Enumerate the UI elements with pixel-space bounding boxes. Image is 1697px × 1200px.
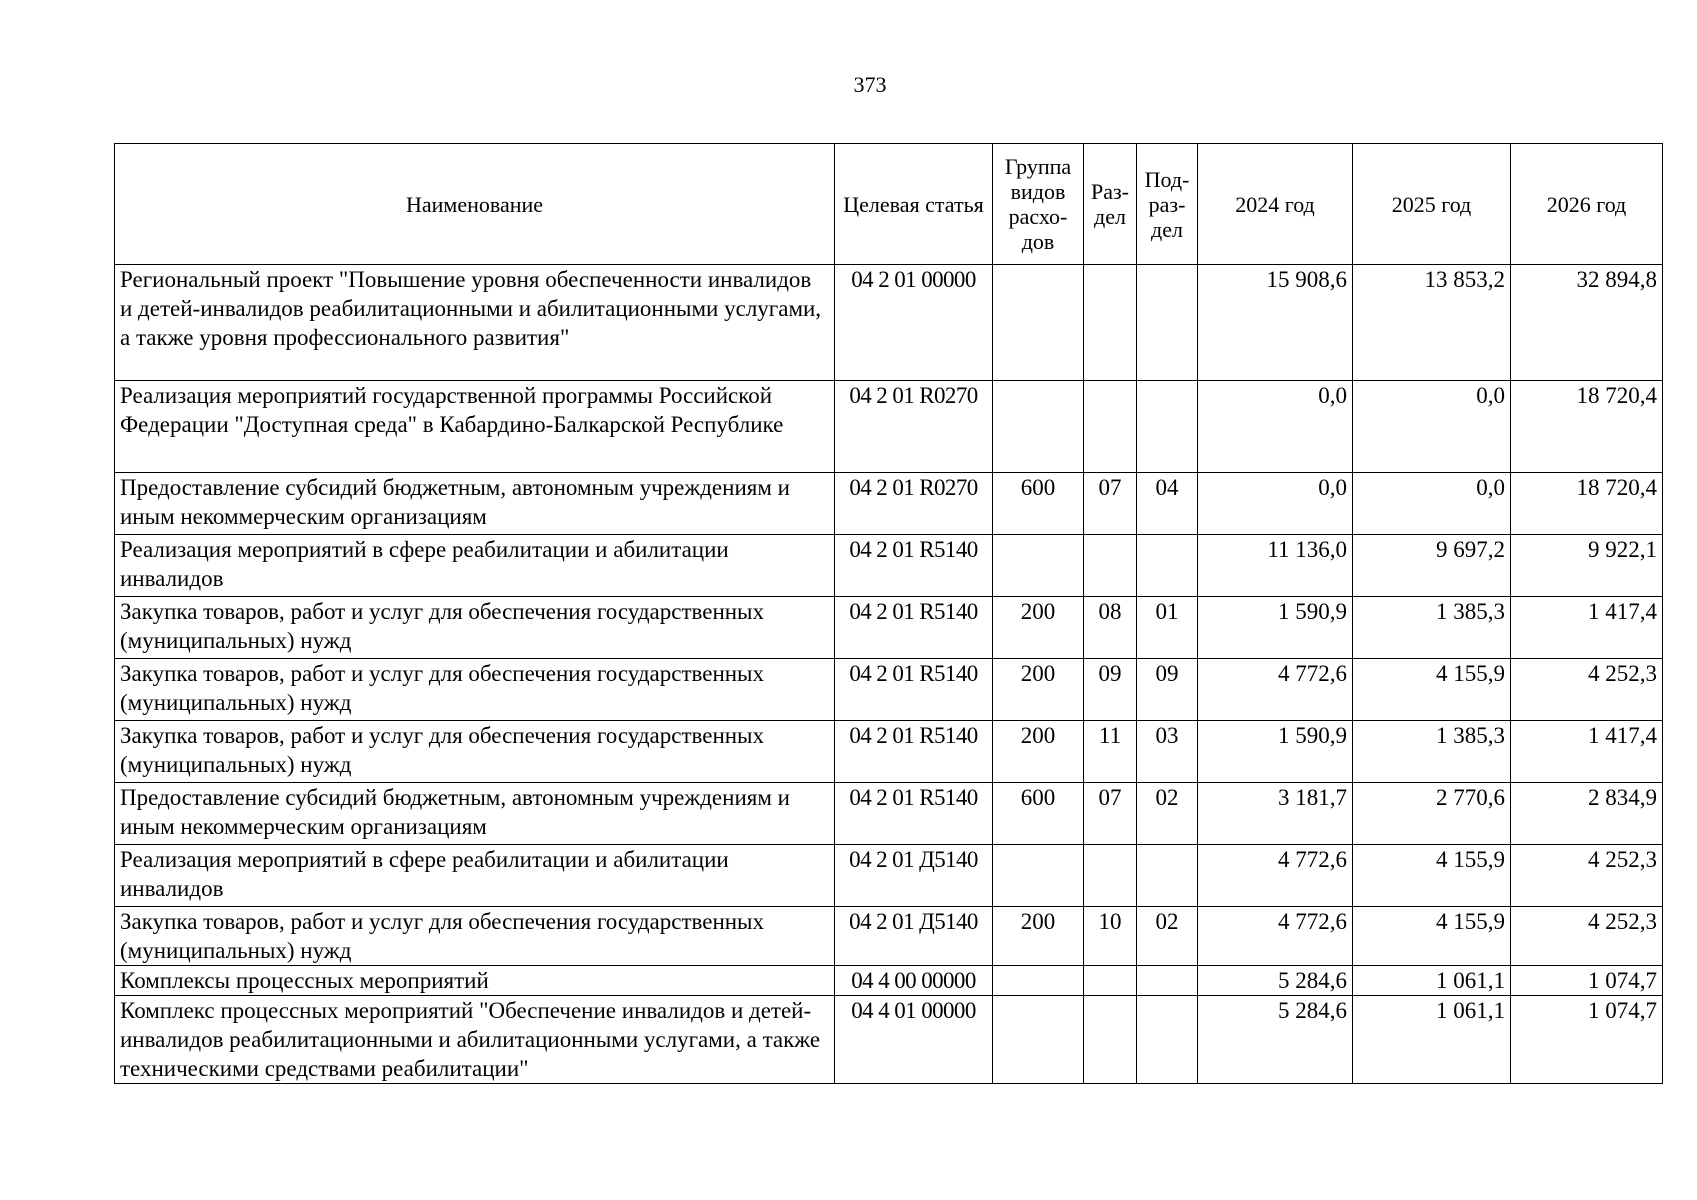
row-target-article: 04 2 01 R0270 bbox=[835, 381, 993, 473]
row-name: Комплексы процессных мероприятий bbox=[115, 966, 835, 996]
row-section: 10 bbox=[1084, 907, 1137, 966]
table-row bbox=[115, 659, 1663, 721]
row-2026: 32 894,8 bbox=[1511, 265, 1663, 381]
row-expense-group bbox=[993, 265, 1084, 381]
row-expense-group: 200 bbox=[993, 659, 1084, 721]
row-name: Региональный проект "Повышение уровня обеспеченности инвалидов и детей-инвалидов реабилитационными и абилитационными услугами, а также уровня профессионального развития" bbox=[115, 265, 835, 381]
table-row bbox=[115, 996, 1663, 1084]
row-name: Реализация мероприятий государственной программы Российской Федерации "Доступная среда" в Кабардино-Балкарской Республике bbox=[115, 381, 835, 473]
row-2025: 4 155,9 bbox=[1353, 907, 1511, 966]
row-target-article: 04 2 01 Д5140 bbox=[835, 907, 993, 966]
row-name: Реализация мероприятий в сфере реабилитации и абилитации инвалидов bbox=[115, 845, 835, 907]
table-row bbox=[115, 473, 1663, 535]
row-subsection: 04 bbox=[1137, 473, 1198, 535]
row-section: 07 bbox=[1084, 473, 1137, 535]
budget-table bbox=[114, 143, 1663, 1084]
row-section bbox=[1084, 381, 1137, 473]
row-expense-group: 200 bbox=[993, 907, 1084, 966]
row-2026: 1 417,4 bbox=[1511, 721, 1663, 783]
table-row bbox=[115, 907, 1663, 966]
row-name: Закупка товаров, работ и услуг для обеспечения государственных (муниципальных) нужд bbox=[115, 907, 835, 966]
row-target-article: 04 2 01 R5140 bbox=[835, 597, 993, 659]
row-section bbox=[1084, 966, 1137, 996]
row-subsection bbox=[1137, 535, 1198, 597]
table-row bbox=[115, 845, 1663, 907]
row-target-article: 04 2 01 R5140 bbox=[835, 659, 993, 721]
row-section: 11 bbox=[1084, 721, 1137, 783]
row-2024: 5 284,6 bbox=[1198, 966, 1353, 996]
row-2026: 1 074,7 bbox=[1511, 996, 1663, 1084]
row-2026: 4 252,3 bbox=[1511, 845, 1663, 907]
row-expense-group bbox=[993, 845, 1084, 907]
row-subsection bbox=[1137, 265, 1198, 381]
row-2026: 4 252,3 bbox=[1511, 659, 1663, 721]
row-2024: 4 772,6 bbox=[1198, 845, 1353, 907]
row-2024: 0,0 bbox=[1198, 381, 1353, 473]
row-2026: 4 252,3 bbox=[1511, 907, 1663, 966]
row-target-article: 04 2 01 Д5140 bbox=[835, 845, 993, 907]
row-section bbox=[1084, 845, 1137, 907]
header-2025: 2025 год bbox=[1353, 144, 1511, 265]
row-target-article: 04 2 01 R5140 bbox=[835, 783, 993, 845]
row-expense-group: 200 bbox=[993, 721, 1084, 783]
row-section: 07 bbox=[1084, 783, 1137, 845]
row-2026: 1 074,7 bbox=[1511, 966, 1663, 996]
row-name: Комплекс процессных мероприятий "Обеспечение инвалидов и детей-инвалидов реабилитационными и абилитационными услугами, а также техническими средствами реабилитации" bbox=[115, 996, 835, 1084]
row-section: 08 bbox=[1084, 597, 1137, 659]
row-expense-group: 200 bbox=[993, 597, 1084, 659]
row-2024: 3 181,7 bbox=[1198, 783, 1353, 845]
row-2026: 18 720,4 bbox=[1511, 473, 1663, 535]
row-name: Предоставление субсидий бюджетным, автономным учреждениям и иным некоммерческим организациям bbox=[115, 783, 835, 845]
row-section: 09 bbox=[1084, 659, 1137, 721]
row-2026: 18 720,4 bbox=[1511, 381, 1663, 473]
row-2025: 0,0 bbox=[1353, 473, 1511, 535]
row-subsection: 01 bbox=[1137, 597, 1198, 659]
row-2026: 2 834,9 bbox=[1511, 783, 1663, 845]
page-number: 373 bbox=[853, 72, 887, 97]
row-target-article: 04 2 01 00000 bbox=[835, 265, 993, 381]
row-section bbox=[1084, 535, 1137, 597]
table-header-row bbox=[115, 144, 1663, 265]
row-2025: 4 155,9 bbox=[1353, 845, 1511, 907]
row-2025: 1 061,1 bbox=[1353, 966, 1511, 996]
row-2024: 4 772,6 bbox=[1198, 907, 1353, 966]
row-section bbox=[1084, 265, 1137, 381]
row-expense-group bbox=[993, 996, 1084, 1084]
row-2024: 0,0 bbox=[1198, 473, 1353, 535]
table-row bbox=[115, 265, 1663, 381]
row-2024: 4 772,6 bbox=[1198, 659, 1353, 721]
header-2026: 2026 год bbox=[1511, 144, 1663, 265]
row-target-article: 04 2 01 R5140 bbox=[835, 721, 993, 783]
row-target-article: 04 4 00 00000 bbox=[835, 966, 993, 996]
row-2024: 1 590,9 bbox=[1198, 597, 1353, 659]
row-2024: 1 590,9 bbox=[1198, 721, 1353, 783]
row-2024: 15 908,6 bbox=[1198, 265, 1353, 381]
row-expense-group bbox=[993, 381, 1084, 473]
table-row bbox=[115, 721, 1663, 783]
row-name: Закупка товаров, работ и услуг для обеспечения государственных (муниципальных) нужд bbox=[115, 721, 835, 783]
row-expense-group bbox=[993, 535, 1084, 597]
table-row bbox=[115, 381, 1663, 473]
row-subsection: 03 bbox=[1137, 721, 1198, 783]
row-name: Закупка товаров, работ и услуг для обеспечения государственных (муниципальных) нужд bbox=[115, 659, 835, 721]
row-target-article: 04 2 01 R5140 bbox=[835, 535, 993, 597]
row-subsection bbox=[1137, 381, 1198, 473]
row-name: Предоставление субсидий бюджетным, автономным учреждениям и иным некоммерческим организациям bbox=[115, 473, 835, 535]
row-2026: 1 417,4 bbox=[1511, 597, 1663, 659]
header-name: Наименование bbox=[115, 144, 835, 265]
table-row bbox=[115, 783, 1663, 845]
table-row bbox=[115, 966, 1663, 996]
row-expense-group: 600 bbox=[993, 473, 1084, 535]
row-2025: 2 770,6 bbox=[1353, 783, 1511, 845]
row-expense-group bbox=[993, 966, 1084, 996]
row-subsection bbox=[1137, 966, 1198, 996]
row-2025: 9 697,2 bbox=[1353, 535, 1511, 597]
row-subsection: 02 bbox=[1137, 783, 1198, 845]
row-subsection: 09 bbox=[1137, 659, 1198, 721]
header-subsection: Под-раз-дел bbox=[1137, 144, 1198, 265]
row-2025: 1 385,3 bbox=[1353, 597, 1511, 659]
header-expense-group: Группа видов расхо-дов bbox=[993, 144, 1084, 265]
row-2025: 1 385,3 bbox=[1353, 721, 1511, 783]
row-name: Закупка товаров, работ и услуг для обеспечения государственных (муниципальных) нужд bbox=[115, 597, 835, 659]
row-section bbox=[1084, 996, 1137, 1084]
header-2024: 2024 год bbox=[1198, 144, 1353, 265]
row-2025: 4 155,9 bbox=[1353, 659, 1511, 721]
table-row bbox=[115, 535, 1663, 597]
row-target-article: 04 4 01 00000 bbox=[835, 996, 993, 1084]
row-name: Реализация мероприятий в сфере реабилитации и абилитации инвалидов bbox=[115, 535, 835, 597]
row-subsection bbox=[1137, 996, 1198, 1084]
table-row bbox=[115, 597, 1663, 659]
row-2025: 0,0 bbox=[1353, 381, 1511, 473]
header-target-article: Целевая статья bbox=[835, 144, 993, 265]
row-2026: 9 922,1 bbox=[1511, 535, 1663, 597]
header-section: Раз-дел bbox=[1084, 144, 1137, 265]
row-expense-group: 600 bbox=[993, 783, 1084, 845]
row-2024: 5 284,6 bbox=[1198, 996, 1353, 1084]
row-2025: 1 061,1 bbox=[1353, 996, 1511, 1084]
row-2025: 13 853,2 bbox=[1353, 265, 1511, 381]
row-2024: 11 136,0 bbox=[1198, 535, 1353, 597]
row-target-article: 04 2 01 R0270 bbox=[835, 473, 993, 535]
row-subsection: 02 bbox=[1137, 907, 1198, 966]
row-subsection bbox=[1137, 845, 1198, 907]
